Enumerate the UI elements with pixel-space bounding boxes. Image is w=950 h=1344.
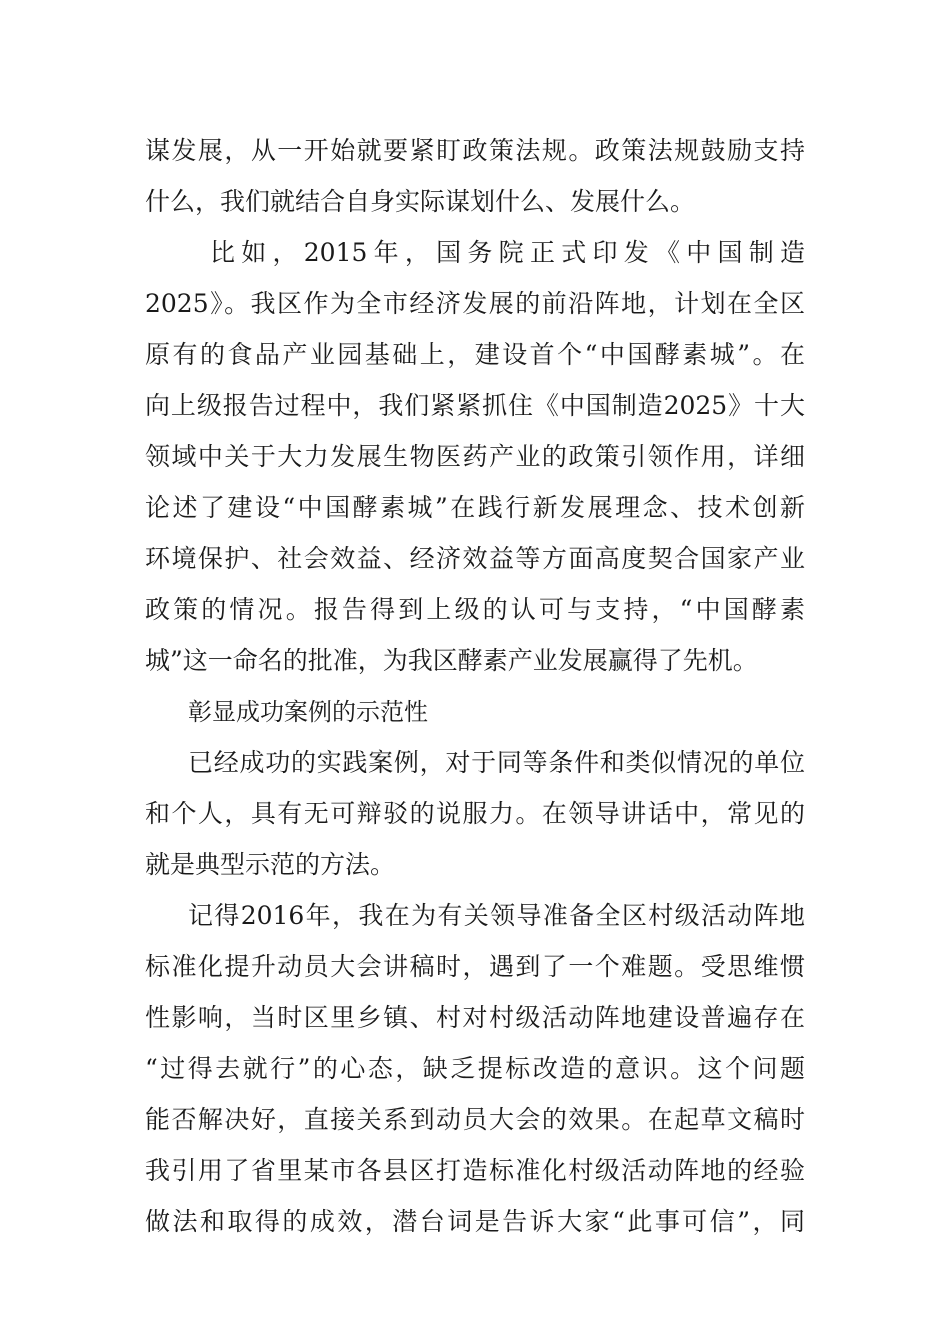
body-text-line: 就是典型示范的方法。 [145, 850, 396, 879]
body-text-line: 标准化提升动员大会讲稿时，遇到了一个难题。受思维惯 [145, 952, 805, 981]
section-heading: 彰显成功案例的示范性 [188, 698, 428, 726]
body-text-line: 2025》。我区作为全市经济发展的前沿阵地，计划在全区 [145, 289, 805, 318]
body-text-line: 能否解决好，直接关系到动员大会的效果。在起草文稿时 [145, 1105, 805, 1134]
body-text-line: 和个人，具有无可辩驳的说服力。在领导讲话中，常见的 [145, 799, 805, 828]
body-text-line: 领域中关于大力发展生物医药产业的政策引领作用，详细 [145, 442, 805, 471]
body-text-line: 什么，我们就结合自身实际谋划什么、发展什么。 [145, 187, 696, 216]
body-text-line: 论述了建设“中国酵素城”在践行新发展理念、技术创新 [145, 493, 805, 522]
body-text-line: 做法和取得的成效，潜台词是告诉大家“此事可信”，同 [145, 1207, 805, 1236]
body-text-line: 向上级报告过程中，我们紧紧抓住《中国制造2025》十大 [145, 391, 805, 420]
body-text-line: 谋发展，从一开始就要紧盯政策法规。政策法规鼓励支持 [145, 136, 805, 165]
body-text-line: 性影响，当时区里乡镇、村对村级活动阵地建设普遍存在 [145, 1003, 805, 1032]
body-text-line: 城”这一命名的批准，为我区酵素产业发展赢得了先机。 [145, 646, 758, 675]
body-text-line: 记得2016年，我在为有关领导准备全区村级活动阵地 [188, 901, 805, 930]
body-text-line: 我引用了省里某市各县区打造标准化村级活动阵地的经验 [145, 1156, 805, 1185]
body-text-line: 比如，2015年，国务院正式印发《中国制造 [210, 238, 805, 267]
body-text-line: 环境保护、社会效益、经济效益等方面高度契合国家产业 [145, 544, 805, 573]
body-text-line: “过得去就行”的心态，缺乏提标改造的意识。这个问题 [145, 1054, 805, 1083]
body-text-line: 政策的情况。报告得到上级的认可与支持，“中国酵素 [145, 595, 805, 624]
body-text-line: 已经成功的实践案例，对于同等条件和类似情况的单位 [188, 748, 805, 777]
body-text-line: 原有的食品产业园基础上，建设首个“中国酵素城”。在 [145, 340, 805, 369]
